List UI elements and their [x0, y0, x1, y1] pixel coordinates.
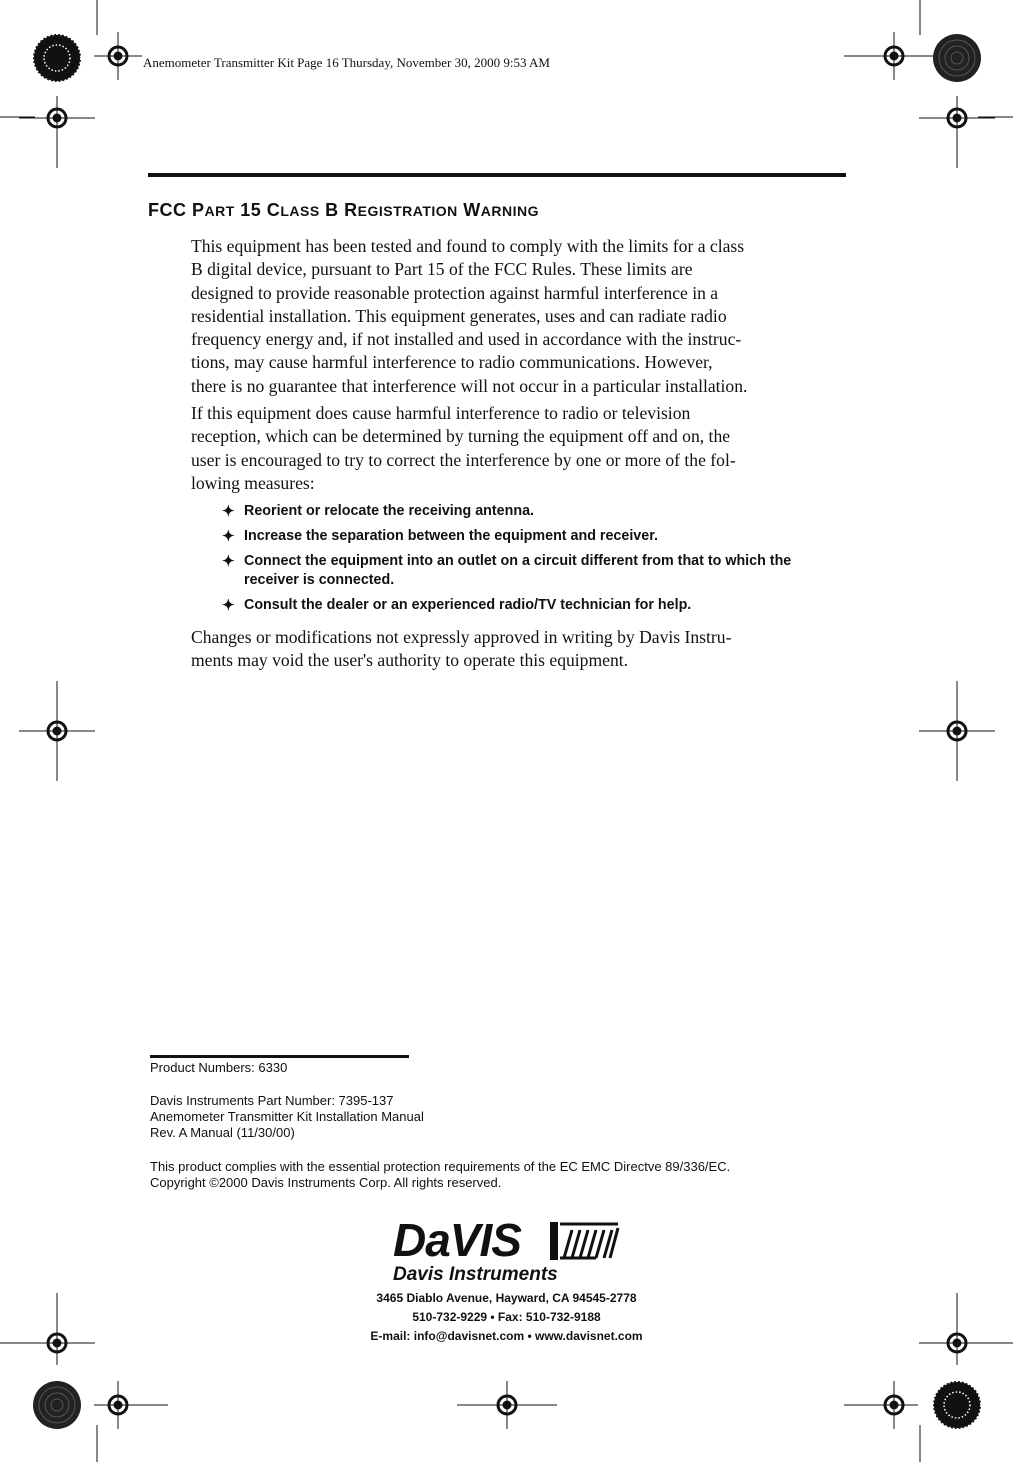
part-number: Davis Instruments Part Number: 7395-137: [150, 1093, 394, 1108]
fcc-paragraph-1: This equipment has been tested and found to comply with the limits for a class B digital device, pursuant to Part 15 of the FCC Rules. These limits are designed to provide reasonable protection against harmful interference in a residential installation. This equipment generates, uses and can radiate radio frequency energy and, if not installed and used in accordance with the instruc- tions, may cause harmful interference to radio communications. However, there is no guarantee that interference will not occur in a particular installation.: [191, 236, 748, 396]
fcc-paragraph-2: If this equipment does cause harmful interference to radio or television reception, which can be determined by turning the equipment off and on, the user is encouraged to try to correct the interference by one or more of the fol- lowing measures:: [191, 403, 736, 493]
section-heading: FCC PART 15 CLASS B REGISTRATION WARNING: [148, 200, 540, 220]
bullet-icon: ✦: [222, 553, 235, 570]
bullet-icon: ✦: [222, 528, 235, 545]
logo-bars-icon: [550, 1222, 620, 1262]
company-name: Davis Instruments: [393, 1264, 558, 1285]
product-numbers: Product Numbers: 6330: [150, 1060, 288, 1075]
copyright: Copyright ©2000 Davis Instruments Corp. All rights reserved.: [150, 1175, 502, 1190]
company-phone-fax: 510-732-9229 • Fax: 510-732-9188: [412, 1310, 601, 1324]
compliance-statement: This product complies with the essential protection requirements of the EC EMC Directve 89/336/EC.: [150, 1159, 731, 1174]
davis-logo: DaVIS: [393, 1214, 521, 1266]
footer-rule: [150, 1055, 409, 1058]
company-email-web: E-mail: info@davisnet.com • www.davisnet.com: [370, 1329, 643, 1343]
section-top-rule: [148, 173, 846, 177]
print-slug-line: Anemometer Transmitter Kit Page 16 Thursday, November 30, 2000 9:53 AM: [143, 55, 550, 70]
bullet-icon: ✦: [222, 503, 235, 520]
company-address: 3465 Diablo Avenue, Hayward, CA 94545-2778: [376, 1291, 637, 1305]
fcc-paragraph-3: Changes or modifications not expressly approved in writing by Davis Instru- ments may void the user's authority to operate this equipment.: [191, 627, 732, 671]
bullet-icon: ✦: [222, 597, 235, 614]
manual-title: Anemometer Transmitter Kit Installation Manual: [150, 1109, 424, 1124]
revision: Rev. A Manual (11/30/00): [150, 1125, 295, 1140]
